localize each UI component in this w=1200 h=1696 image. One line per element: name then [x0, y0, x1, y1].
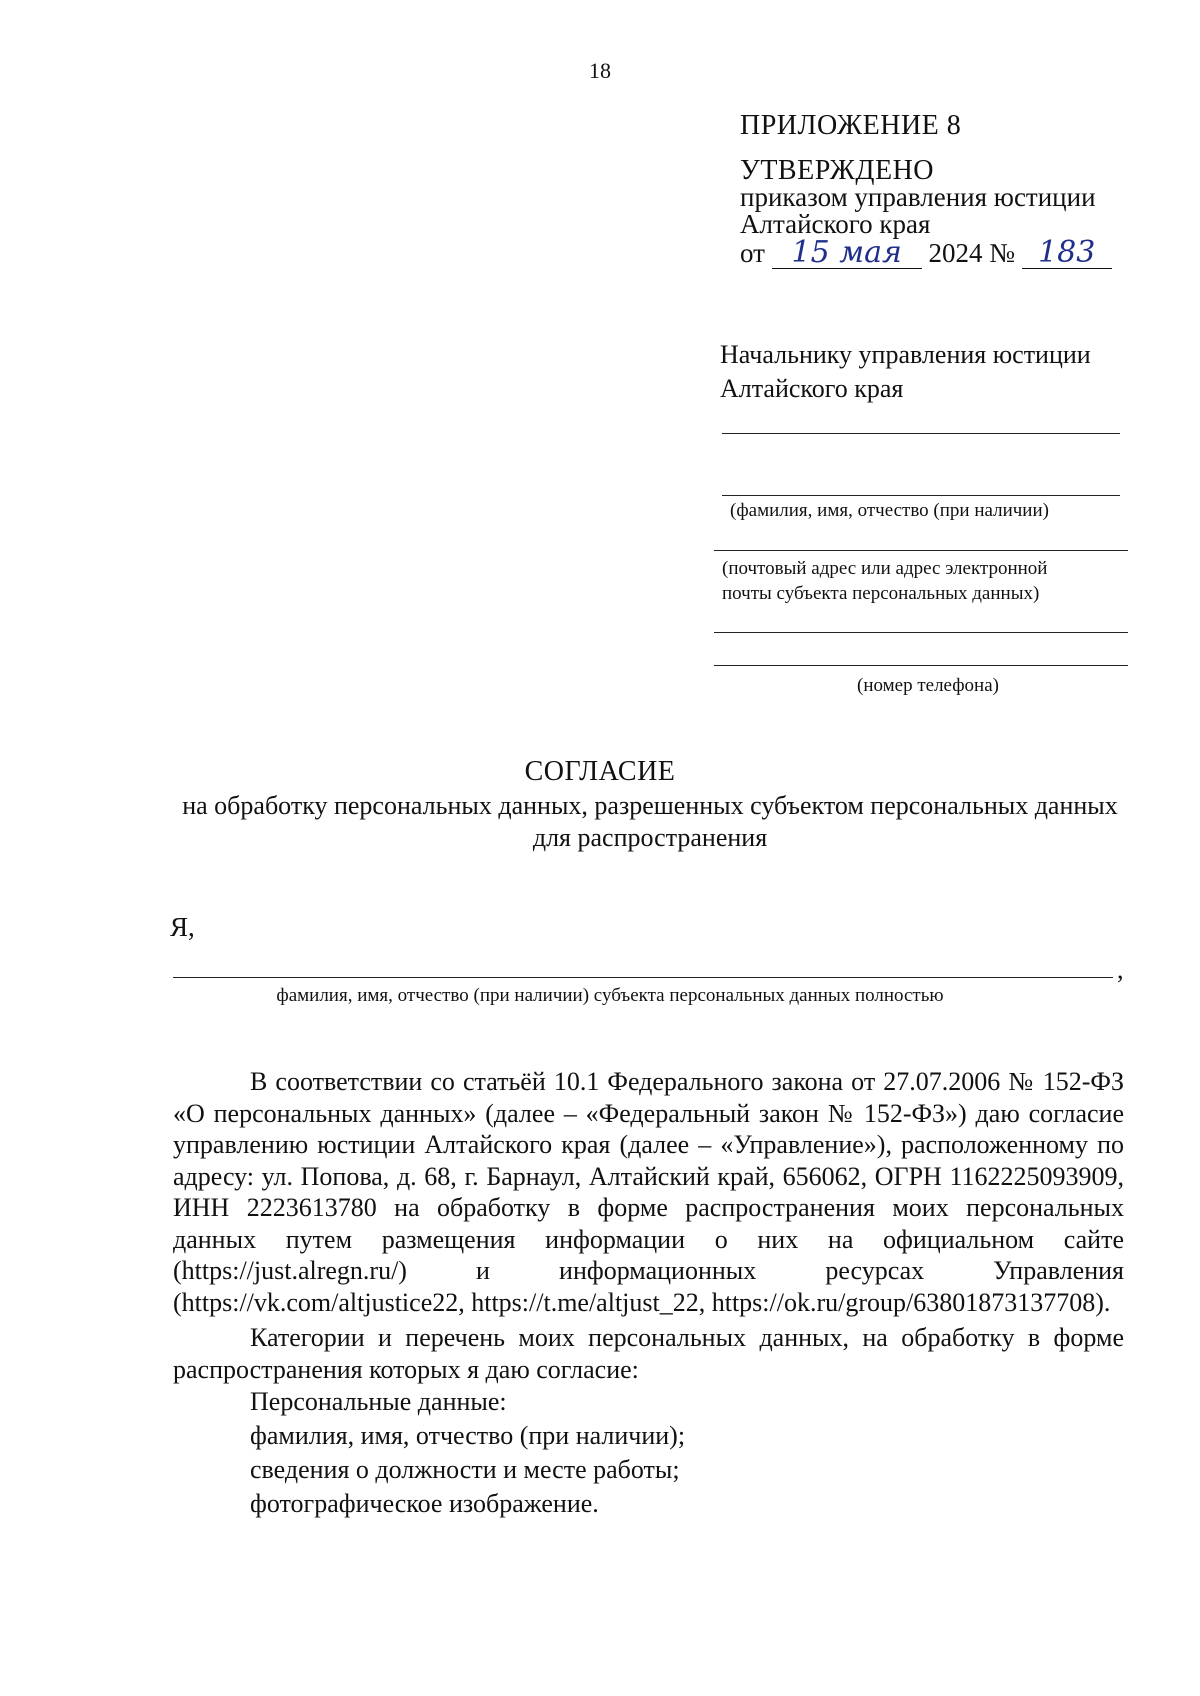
page-number: 18	[589, 58, 611, 83]
list-item: сведения о должности и месте работы;	[250, 1455, 680, 1484]
consent-paragraph-1: В соответствии со статьёй 10.1 Федерального закона от 27.07.2006 № 152-ФЗ «О персональных данных» (далее – «Федеральный закон № 152-ФЗ») даю согласие управлению юстиции Алтайского края (далее – «Управление»), расположенному по адресу: ул. Попова, д. 68, г. Барнаул, Алтайский край, 656062, ОГРН 1162225093909, ИНН 2223613780 на обработку в форме распространения моих персональных данных путем размещения информации о них на официальном сайте (https://just.alregn.ru/) и информационных ресурсах Управления (https://vk.com/altjustice22, https://t.me/altjust_22, https://ok.ru/group/63801873137708).	[173, 1067, 1124, 1317]
personal-data-list	[173, 1385, 1124, 1521]
address-caption-1: (почтовый адрес или адрес электронной	[722, 558, 1048, 579]
handwritten-order-number: 183	[1022, 238, 1112, 269]
list-item: фамилия, имя, отчество (при наличии);	[250, 1421, 686, 1450]
address-caption-2: почты субъекта персональных данных)	[722, 583, 1040, 604]
date-prefix: от	[740, 238, 765, 268]
addressee-block	[720, 338, 1140, 406]
blank-line-address[interactable]	[714, 550, 1128, 551]
blank-line-1[interactable]	[722, 433, 1120, 434]
subject-name-line[interactable]	[173, 977, 1113, 978]
handwritten-date: 15 мая	[772, 238, 922, 269]
subject-name-caption: фамилия, имя, отчество (при наличии) субъекта персональных данных полностью	[276, 985, 944, 1006]
year-number-label: 2024 №	[928, 238, 1015, 268]
blank-line-fio[interactable]	[722, 495, 1120, 496]
blank-line-phone[interactable]	[714, 665, 1128, 666]
approved-label: УТВЕРЖДЕНО	[740, 155, 935, 186]
addressee-line-1: Начальнику управления юстиции	[720, 340, 1091, 369]
approval-stamp-block	[740, 112, 1160, 269]
list-item: фотографическое изображение.	[250, 1489, 599, 1518]
approval-order-line: приказом управления юстиции	[740, 182, 1096, 212]
addressee-line-2: Алтайского края	[720, 374, 904, 403]
ya-label: Я,	[170, 912, 195, 942]
appendix-label: ПРИЛОЖЕНИЕ 8	[740, 110, 962, 141]
phone-caption: (номер телефона)	[857, 675, 999, 696]
fio-caption: (фамилия, имя, отчество (при наличии)	[730, 500, 1049, 521]
consent-body	[173, 1066, 1124, 1521]
consent-paragraph-2: Категории и перечень моих персональных данных, на обработку в форме распространения которых я даю согласие:	[173, 1323, 1124, 1384]
document-subtitle: на обработку персональных данных, разрешенных субъектом персональных данных для распространения	[182, 791, 1118, 852]
line-comma: ,	[1117, 955, 1124, 984]
document-title: СОГЛАСИЕ	[524, 756, 676, 787]
approval-date-line	[740, 235, 1160, 270]
list-item: Персональные данные:	[250, 1387, 507, 1416]
blank-line-address-2[interactable]	[714, 632, 1128, 633]
approval-region-line: Алтайского края	[740, 209, 931, 239]
